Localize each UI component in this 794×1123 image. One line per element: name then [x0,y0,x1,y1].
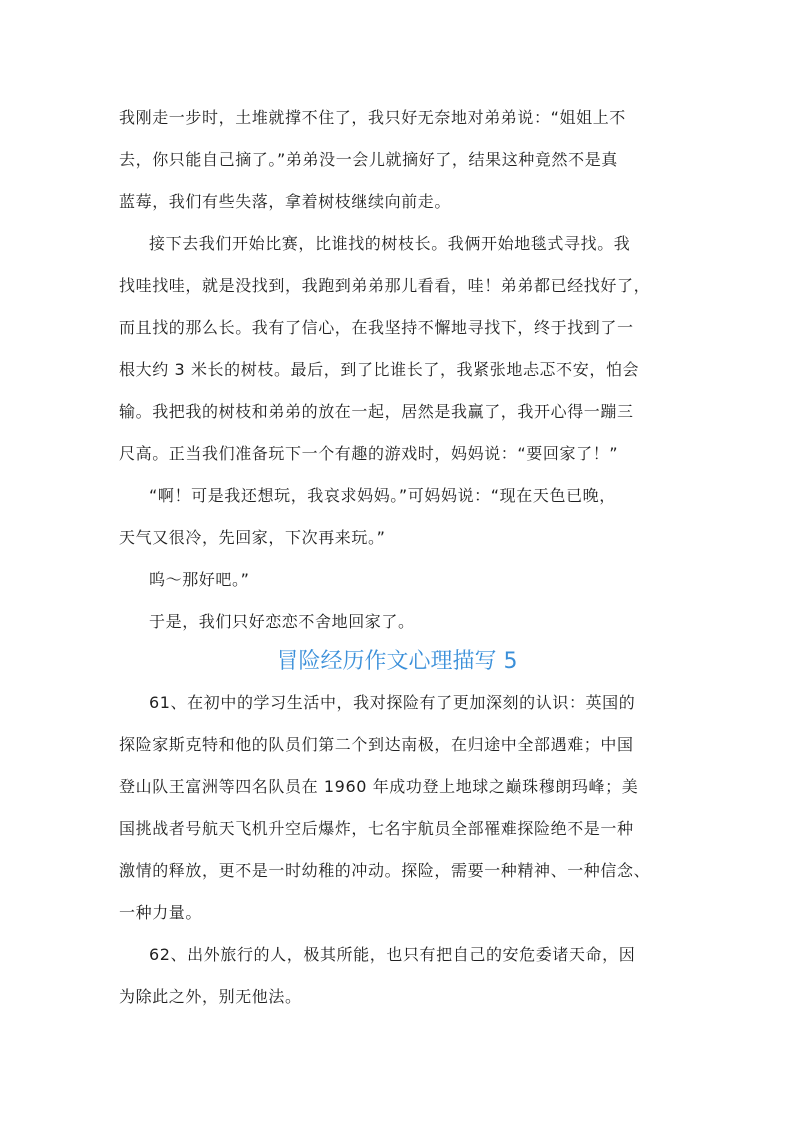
text-line: 尺高。正当我们准备玩下一个有趣的游戏时，妈妈说：“要回家了！” [119,444,619,463]
text-line: 探险家斯克特和他的队员们第二个到达南极，在归途中全部遇难；中国 [119,735,634,754]
text-line: 找哇找哇，就是没找到，我跑到弟弟那儿看看，哇！弟弟都已经找好了， [119,276,651,295]
text-line: 输。我把我的树枝和弟弟的放在一起，居然是我赢了，我开心得一蹦三 [119,402,634,421]
text-line: 61、在初中的学习生活中，我对探险有了更加深刻的认识：英国的 [149,693,636,712]
text-line: 去，你只能自己摘了。”弟弟没一会儿就摘好了，结果这种竟然不是真 [119,150,618,169]
text-line: 接下去我们开始比赛，比谁找的树枝长。我俩开始地毯式寻找。我 [149,234,631,253]
text-line: 激情的释放，更不是一时幼稚的冲动。探险，需要一种精神、一种信念、 [119,861,651,880]
text-line: 天气又很冷，先回家，下次再来玩。” [119,528,386,547]
text-line: 而且找的那么长。我有了信心，在我坚持不懈地寻找下，终于找到了一 [119,318,634,337]
text-line: 国挑战者号航天飞机升空后爆炸，七名宇航员全部罹难探险绝不是一种 [119,819,634,838]
text-line: “啊！可是我还想玩，我哀求妈妈。”可妈妈说：“现在天色已晚， [149,486,616,505]
text-line: 62、出外旅行的人，极其所能，也只有把自己的安危委诸天命，因 [149,945,636,964]
section-heading: 冒险经历作文心理描写 5 [276,649,518,674]
text-line: 一种力量。 [119,903,203,922]
text-line: 根大约 3 米长的树枝。最后，到了比谁长了，我紧张地忐忑不安，怕会 [119,360,640,379]
text-line: 呜～那好吧。” [149,570,250,589]
text-line: 蓝莓，我们有些失落，拿着树枝继续向前走。 [119,192,452,211]
text-line: 为除此之外，别无他法。 [119,987,302,1006]
text-line: 登山队王富洲等四名队员在 1960 年成功登上地球之巅珠穆朗玛峰；美 [119,777,639,796]
text-line: 于是，我们只好恋恋不舍地回家了。 [149,612,415,631]
text-line: 我刚走一步时，土堆就撑不住了，我只好无奈地对弟弟说：“姐姐上不 [119,108,626,127]
